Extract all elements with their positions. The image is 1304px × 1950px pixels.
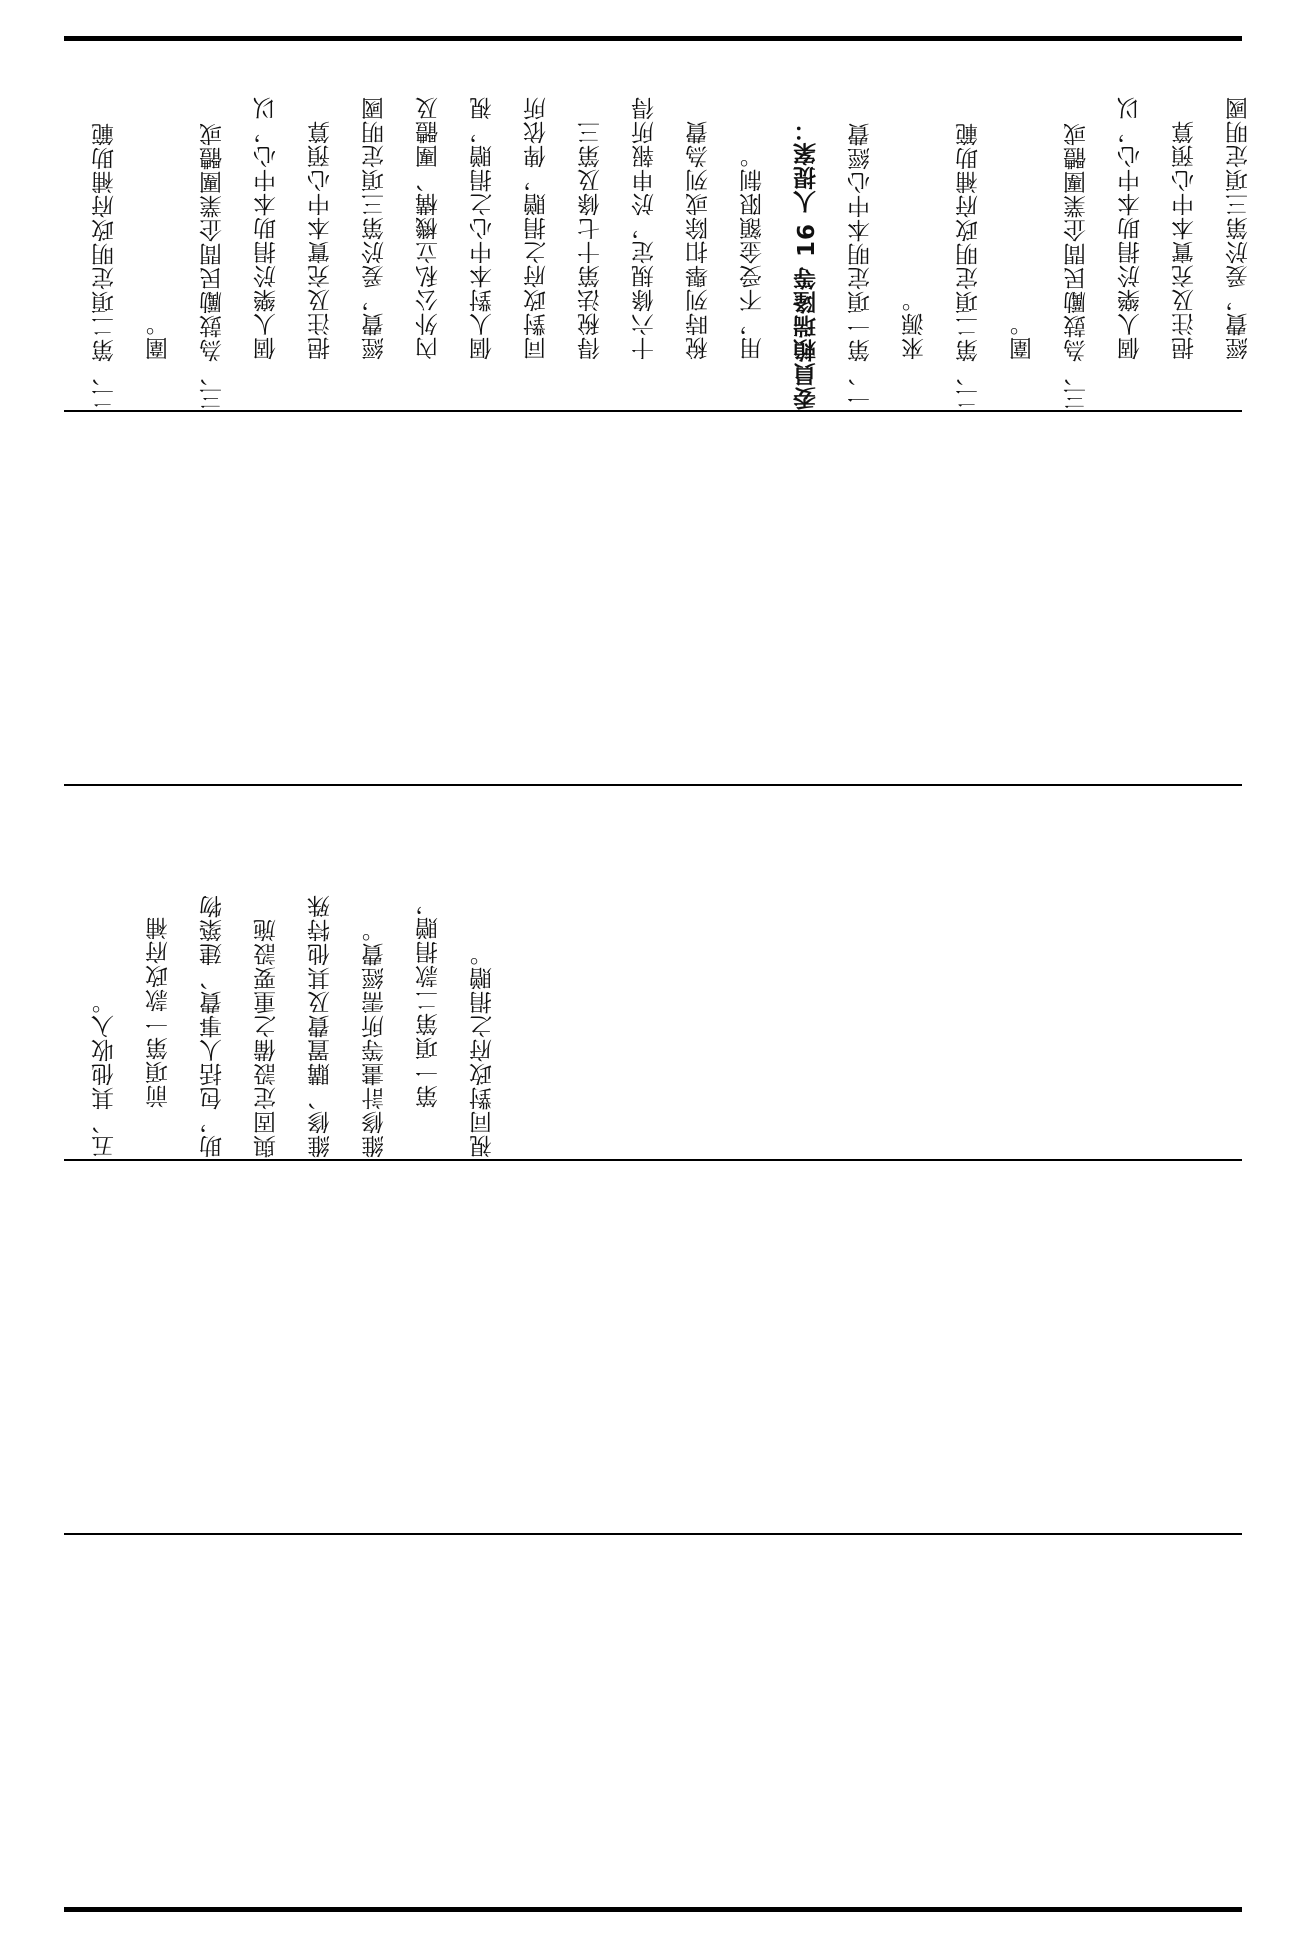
text-line: 挹注及充實本中心預算	[1172, 120, 1198, 360]
text-line: 同對政府之捐贈，俾依所	[524, 96, 550, 360]
text-line: 內外公私立機構、團體及	[416, 96, 442, 360]
text-line: 圍。	[1010, 312, 1036, 360]
table-bottom-border	[64, 1907, 1242, 1912]
text-line: 三、為鼓勵民間企業團體或	[1064, 122, 1090, 410]
article-text	[78, 788, 1238, 1158]
text-line: 維修計畫等所需經費。	[362, 918, 388, 1158]
text-line: 來源。	[902, 288, 928, 360]
table-row-divider	[64, 1159, 1242, 1161]
text-line: 用，不受金額限制。	[740, 144, 766, 360]
text-line: 得稅法第十七條及第三	[578, 120, 604, 360]
explanation-text	[78, 44, 1252, 410]
table-row-divider	[64, 784, 1242, 786]
text-line: 三、為鼓勵民間企業團體或	[200, 122, 226, 410]
table-top-border	[64, 36, 1242, 41]
text-line: 個人樂於捐助本中心，以	[1118, 96, 1144, 360]
text-line: 經費，爰於第三項定明國	[1226, 96, 1252, 360]
text-line: 稅時列舉扣除或列為費	[686, 120, 712, 360]
table-cell-empty	[78, 1537, 1238, 1905]
text-line: 一、第一項定明本中心經費	[848, 122, 874, 410]
table-cell-explanation	[78, 44, 1252, 410]
text-line: 圍。	[146, 312, 172, 360]
text-line: 與固定設備之重要設施	[254, 918, 280, 1158]
table-cell-empty	[78, 414, 1238, 784]
text-line: 視同對政府之捐贈。	[470, 942, 496, 1158]
table-row-divider	[64, 410, 1242, 412]
text-line: 二、第二項定明政府補助範	[956, 122, 982, 410]
text-line: 前項第一款政府補	[146, 916, 172, 1108]
text-line: 委員賴瑞隆等 16 人提案：	[794, 117, 820, 410]
text-line: 五、其他收入。	[92, 990, 118, 1158]
text-line: 助，包括人事費、建築物	[200, 894, 226, 1158]
text-line: 維修、購置費及其他特殊	[308, 894, 334, 1158]
text-line: 個人對本中心之捐贈，視	[470, 96, 496, 360]
table-cell-article	[78, 788, 1238, 1158]
text-line: 挹注及充實本中心預算	[308, 120, 334, 360]
text-line: 第一項第二款捐贈，	[416, 892, 442, 1108]
text-line: 十六條規定，於申報所得	[632, 96, 658, 360]
table-cell-empty	[78, 1163, 1238, 1533]
text-line: 經費，爰於第三項定明國	[362, 96, 388, 360]
table-row-divider	[64, 1533, 1242, 1535]
text-line: 二、第二項定明政府補助範	[92, 122, 118, 410]
text-line: 個人樂於捐助本中心，以	[254, 96, 280, 360]
